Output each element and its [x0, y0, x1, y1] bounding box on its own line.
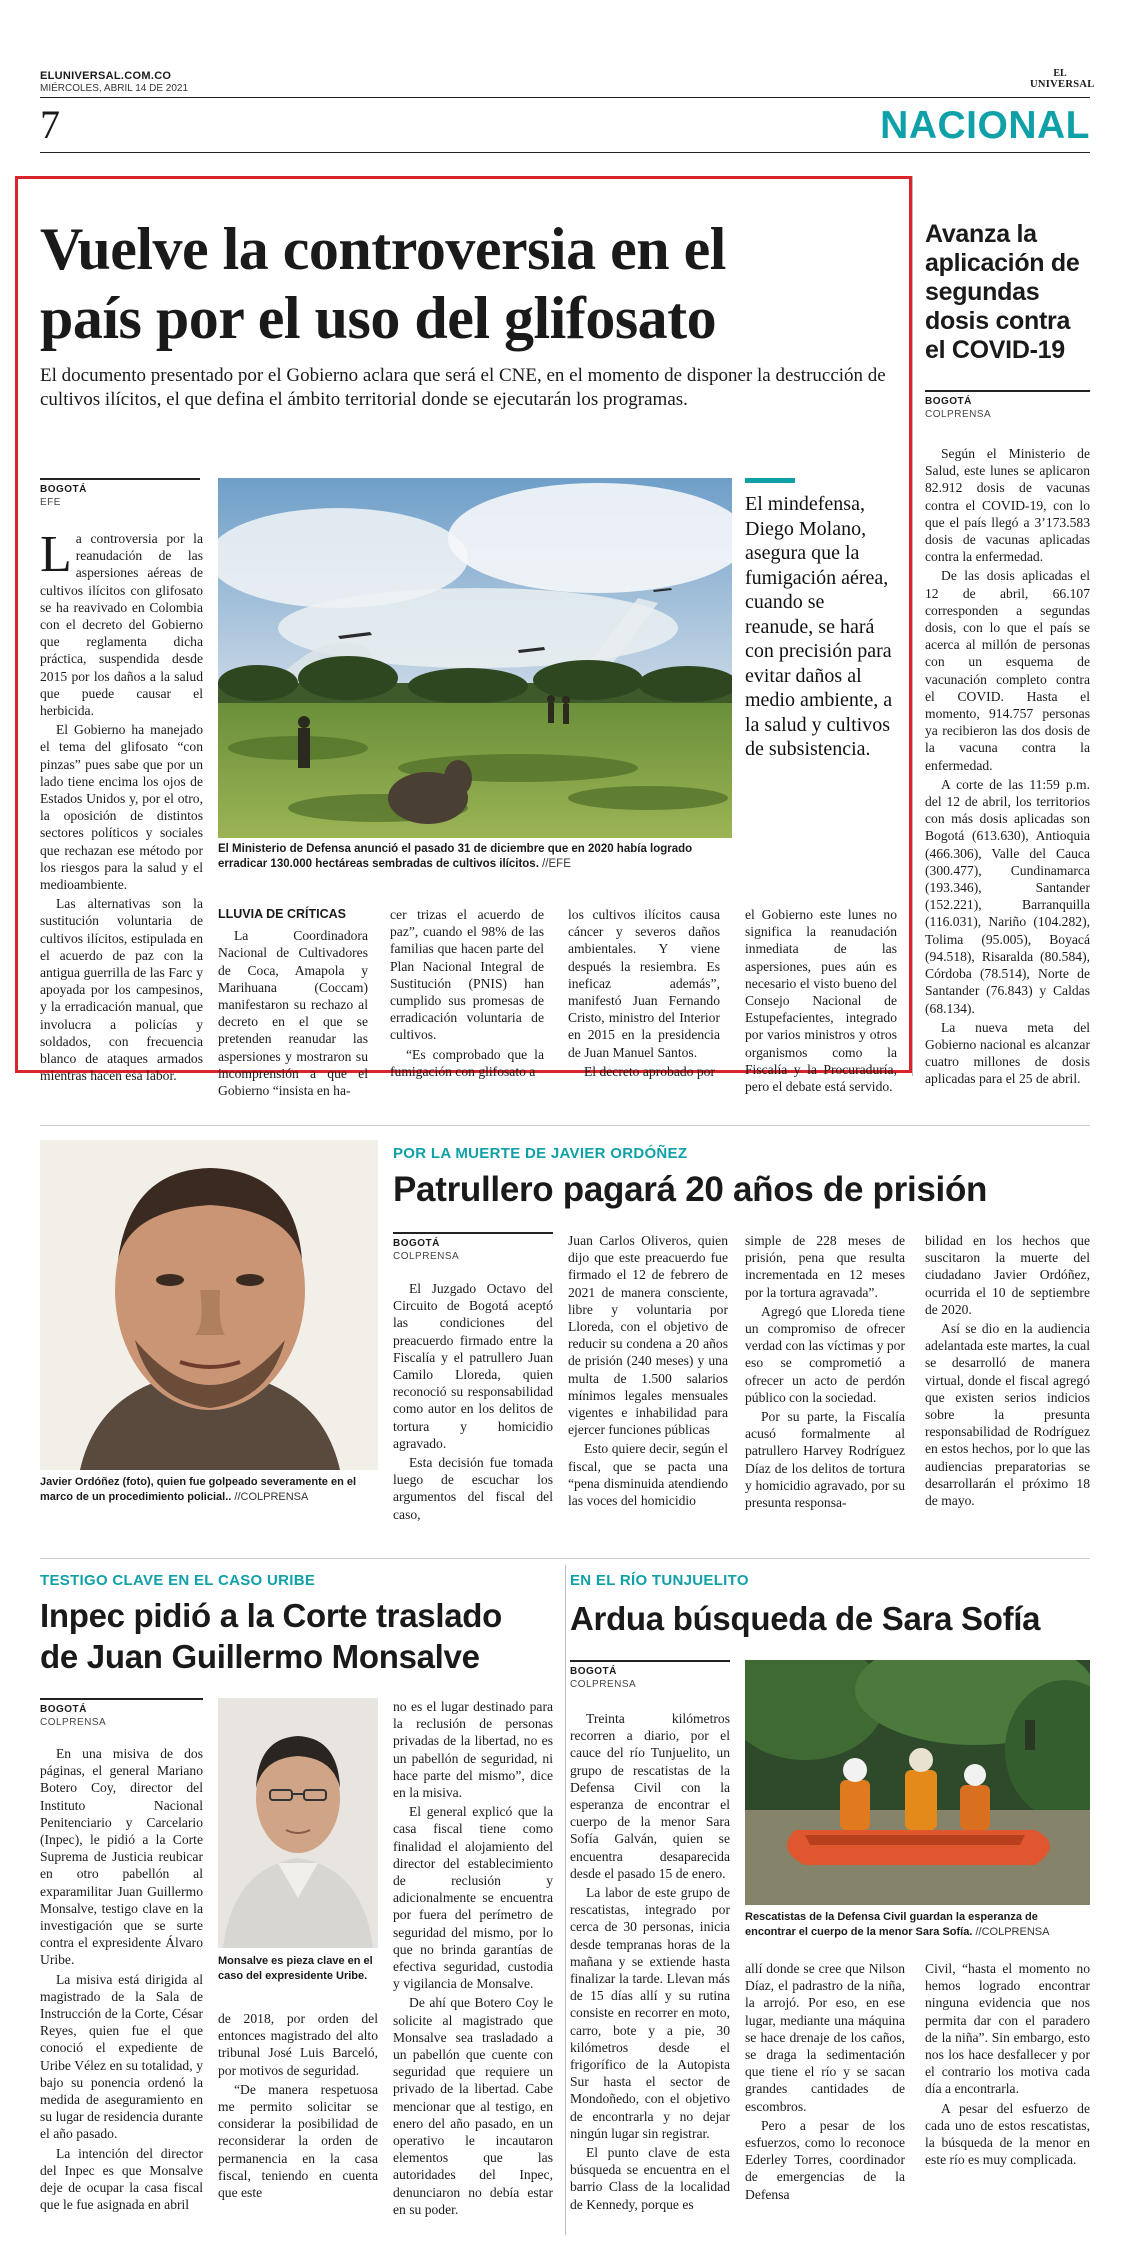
story4-byline — [570, 1660, 730, 1691]
story3-top-rule — [40, 1558, 1090, 1559]
lead-byline-city: BOGOTÁ — [40, 484, 87, 495]
lead-col3-p2: “Es comprobado que la fumigación con glifosato a — [390, 1046, 544, 1079]
story3-kicker: TESTIGO CLAVE EN EL CASO URIBE — [40, 1572, 316, 1589]
story2-byline-city: BOGOTÁ — [393, 1238, 440, 1249]
story3-col2-p2: “De manera respetuosa me permito solicitar se considerar la posibilidad de reconsiderar la orden de permanencia en la casa fiscal, teniendo en cuenta que este — [218, 2081, 378, 2201]
story4-byline-agency: COLPRENSA — [570, 1679, 637, 1690]
story2-byline-agency: COLPRENSA — [393, 1251, 460, 1262]
logo-line1: EL — [1053, 68, 1067, 79]
story3-headline-line1: Inpec pidió a la Corte traslado — [40, 1597, 502, 1634]
story2-col4-p2: Así se dio en la audiencia adelantada este martes, la cual se desarrolló de manera virtual, donde el fiscal agregó que existen serios indicios sobre la presunta responsabilidad de Rodríguez en estos hechos, por lo que las audiencias preparatorias se desarrollarán el próximo 18 de mayo. — [925, 1321, 1090, 1509]
story4-column-1 — [570, 1710, 730, 2215]
story2-col4-p1: bilidad en los hechos que suscitaron la muerte del ciudadano Javier Ordóñez, ocurrida el 10 de septiembre de 2020. — [925, 1233, 1090, 1317]
story4-headline: Ardua búsqueda de Sara Sofía — [570, 1600, 1041, 1637]
sidebar-p4: La nueva meta del Gobierno nacional es alcanzar cuatro millones de dosis aplicadas para el 25 de abril. — [925, 1019, 1090, 1087]
story4-col2-p1: allí donde se cree que Nilson Díaz, el padrastro de la niña, la arrojó. Por eso, en ese lugar, mediante una máquina se hace drenaje de los caños, se draga la sedimentación que tiene el río y se sacan grandes cantidades de escombros. — [745, 1961, 905, 2114]
logo-line2: UNIVERSAL — [1030, 79, 1095, 90]
lead-byline-agency: EFE — [40, 497, 61, 508]
story3-col1-p2: La misiva está dirigida al magistrado de la Sala de Instrucción de la Corte, César Reyes, quien fue el que conoció el expediente de Uribe Vélez en su totalidad, y bajo su ponencia ordenó la medida de aseguramiento en su lugar de residencia durante el año pasado. — [40, 1971, 203, 2142]
story2-byline — [393, 1232, 553, 1263]
story4-kicker: EN EL RÍO TUNJUELITO — [570, 1572, 749, 1589]
lead-headline-line2: país por el uso del glifosato — [40, 285, 717, 351]
story2-column-2 — [568, 1232, 728, 1511]
story3-byline-agency: COLPRENSA — [40, 1717, 107, 1728]
lead-dropcap: L — [40, 526, 72, 583]
lead-pull-quote: El mindefensa, Diego Molano, asegura que la fumigación aérea, cuando se reanude, se hará con precisión para evitar daños al medio ambiente, a la salud y cultivos de subsistencia. — [745, 493, 893, 760]
story3-col3-p1: no es el lugar destinado para la reclusión de personas privadas de la libertad, no es un pabellón de seguridad, ni hace parte del mismo”, dice en la misiva. — [393, 1699, 553, 1801]
story3-col2-p1: de 2018, por orden del entonces magistrado del alto tribunal José Luis Barceló, por motivos de seguridad. — [218, 2011, 378, 2078]
page-number: 7 — [40, 102, 60, 147]
lead-photo-fumigation-planes — [218, 478, 732, 838]
lead-col2-text: La Coordinadora Nacional de Cultivadores de Coca, Amapola y Marihuana (Coccam) manifestaron su rechazo al decreto en el que se pretenden reanudar las aspersiones y mostraron su incomprensión a que el Gobierno “insista en ha- — [218, 928, 368, 1099]
lead-photo-caption-text: El Ministerio de Defensa anunció el pasado 31 de diciembre que en 2020 había logrado erradicar 130.000 hectáreas sembradas de cultivos ilícitos. — [218, 843, 693, 870]
story2-photo-image — [40, 1140, 378, 1470]
story4-col1-p3: El punto clave de esta búsqueda se encuentra en el barrio Class de la localidad de Kennedy, porque es — [570, 2145, 730, 2212]
story2-photo-credit: //COLPRENSA — [234, 1491, 309, 1503]
story4-col3-p2: A pesar del esfuerzo de cada uno de estos rescatistas, la búsqueda de la menor en este río es muy complicada. — [925, 2100, 1090, 2168]
story3-byline — [40, 1698, 203, 1729]
story3-story4-divider — [565, 1565, 566, 2235]
lead-photo-caption — [218, 842, 732, 872]
story3-photo-monsalve — [218, 1698, 378, 1948]
lead-col4-p1: los cultivos ilícitos causa cáncer y severos daños ambientales. Y viene después la resiembra. Es ineficaz además”, manifestó Juan Fernando Cristo, ministro del Interior en 2015 en la presidencia de Juan Manuel Santos. — [568, 907, 720, 1060]
story3-column-2 — [218, 2010, 378, 2203]
story3-photo-caption: Monsalve es pieza clave en el caso del expresidente Uribe. — [218, 1955, 373, 1982]
story3-headline — [40, 1595, 560, 1677]
lead-col4-p2: El decreto aprobado por — [584, 1063, 715, 1079]
story4-col2-p2: Pero a pesar de los esfuerzos, como lo reconoce Ederley Torres, coordinador de emergencias de la Defensa — [745, 2117, 905, 2202]
lead-column-2 — [218, 906, 368, 1101]
story2-column-3 — [745, 1232, 905, 1513]
sidebar-byline-agency: COLPRENSA — [925, 409, 992, 420]
site-name: ELUNIVERSAL.COM.CO — [40, 70, 172, 82]
story3-col3-p3: De ahí que Botero Coy le solicite al magistrado que Monsalve sea trasladado a un pabellón que cuente con seguridad que requiere un privado de la libertad. Cabe mencionar que al testigo, en enero del año pasado, en un operativo le incautaron elementos que las autoridades del Inpec, denunciaron no debía estar en su poder. — [393, 1995, 553, 2217]
story4-photo-caption-text: Rescatistas de la Defensa Civil guardan la esperanza de encontrar el cuerpo de la menor Sara Sofía. — [745, 1911, 1038, 1938]
story2-col3-p1: simple de 228 meses de prisión, pena que resulta incrementada en 12 meses por la tortura agravada”. — [745, 1233, 905, 1300]
lead-column-3 — [390, 906, 544, 1082]
issue-date: MIÉRCOLES, ABRIL 14 DE 2021 — [40, 83, 189, 94]
story2-headline: Patrullero pagará 20 años de prisión — [393, 1170, 988, 1209]
sidebar-p2: De las dosis aplicadas el 12 de abril, 66.107 corresponden a segundas dosis, con lo que el país se acerca al millón de personas con un esquema de vacunación completo contra el COVID. Hasta el momento, 914.757 personas ya recibieron las dos dosis de la vacuna contra la enfermedad. — [925, 568, 1090, 773]
sidebar-byline-city: BOGOTÁ — [925, 396, 972, 407]
story3-col1-p3: La intención del director del Inpec es que Monsalve deje de ocupar la casa fiscal que le fue asignada en abril — [40, 2145, 203, 2213]
story3-col1-p1: En una misiva de dos páginas, el general Mariano Botero Coy, director del Instituto Nacional Penitenciario y Carcelario (Inpec), le pidió a la Corte Suprema de Justicia reubicar en otro pabellón al exparamilitar Juan Guillermo Monsalve, testigo clave en la investigación que se surte contra el expresidente Álvaro Uribe. — [40, 1746, 203, 1968]
lead-photo-credit: //EFE — [542, 858, 571, 870]
story2-kicker: POR LA MUERTE DE JAVIER ORDÓÑEZ — [393, 1145, 688, 1162]
story4-photo-image — [745, 1660, 1090, 1905]
lead-headline-line1: Vuelve la controversia en el — [40, 216, 726, 282]
sidebar-p1: Según el Ministerio de Salud, este lunes se aplicaron 82.912 dosis de vacunas contra el COVID-19, con lo que el país llegó a 3’173.583 dosis de vacunas aplicadas contra la enfermedad. — [925, 446, 1090, 565]
masthead-rule — [40, 97, 1090, 98]
story4-photo-rescue-boat — [745, 1660, 1090, 1905]
story2-col1-p2: Esta decisión fue tomada luego de escuchar los argumentos del fiscal del caso, — [393, 1455, 553, 1522]
story4-column-3 — [925, 1960, 1090, 2170]
lead-col1-p2: El Gobierno ha manejado el tema del glifosato “con pinzas” pues sabe que por un lado tiene encima los ojos de Estados Unidos y, por el otro, la oposición de distintos sectores políticos y sociales que rechazan ese método por los riesgos para la salud y el medioambiente. — [40, 722, 203, 893]
pull-quote-accent-bar — [745, 478, 795, 483]
story2-photo-caption-text: Javier Ordóñez (foto), quien fue golpeado severamente en el marco de un procedimiento policial.. — [40, 1476, 357, 1503]
section-rule — [40, 152, 1090, 153]
story2-photo-caption — [40, 1475, 378, 1505]
story2-col2-p2: Esto quiere decir, según el fiscal, que se pacta una “pena disminuida atendiendo las voces del homicidio — [568, 1441, 728, 1509]
sidebar-divider — [912, 176, 913, 1076]
story2-col3-p2: Agregó que Lloreda tiene un compromiso de ofrecer verdad con las víctimas y por eso se comprometió a ofrecer un acto de perdón público con la sociedad. — [745, 1303, 905, 1405]
lead-deck: El documento presentado por el Gobierno aclara que será el CNE, en el momento de disponer la destrucción de cultivos ilícitos, el que defina el ámbito territorial donde se ejecutarán los programas. — [40, 365, 886, 410]
story2-col1-p1: El Juzgado Octavo del Circuito de Bogotá aceptó las condiciones del preacuerdo firmado entre la Fiscalía y el patrullero Juan Camilo Lloreda, quien reconoció su responsabilidad como autor en los delitos de tortura y homicidio agravado. — [393, 1281, 553, 1451]
sidebar-p3: A corte de las 11:59 p.m. del 12 de abril, los territorios con más dosis aplicadas son Bogotá (613.630), Antioquia (466.306), Valle del Cauca (300.477), Cundinamarca (193.346), Santander (152.221), Barranquilla (116.031), Nariño (104.282), Tolima (95.005), Boyacá (94.518), Risaralda (80.584), Córdoba (78.514), Norte de Santander (76.843) y Caldas (68.134). — [925, 776, 1090, 1016]
section-name: NACIONAL — [880, 104, 1090, 147]
lead-photo-image — [218, 478, 732, 838]
lead-byline — [40, 478, 200, 509]
story4-photo-caption — [745, 1910, 1090, 1940]
story3-photo-image — [218, 1698, 378, 1948]
story3-column-1 — [40, 1745, 203, 2215]
lead-column-5 — [745, 906, 897, 1097]
lead-col3-p1: cer trizas el acuerdo de paz”, cuando el 98% de las familias que hacen parte del Plan Nacional Integral de Sustitución (PNIS) han cumplido sus promesas de erradicación voluntaria de cultivos. — [390, 907, 544, 1043]
story4-col1-p1: Treinta kilómetros recorren a diario, por el cauce del río Tunjuelito, un grupo de rescatistas de la Defensa Civil con la esperanza de encontrar el cuerpo de la menor Sara Sofía Galván, quien se encuentra desaparecida desde el pasado 15 de enero. — [570, 1711, 730, 1881]
lead-col5-text: el Gobierno este lunes no significa la reanudación inmediata de las aspersiones, pues aún es necesario el visto bueno del Consejo Nacional de Estupefacientes, integrado por varios ministros y otros organismos como la Fiscalía y la Procuraduría, pero el debate está servido. — [745, 907, 897, 1095]
story2-column-1 — [393, 1280, 553, 1525]
newspaper-logo — [1030, 68, 1095, 90]
lead-headline — [40, 215, 900, 353]
story2-col3-p3: Por su parte, la Fiscalía acusó formalmente al patrullero Harvey Rodríguez Díaz de los delitos de tortura y homicidio agravado, por su presunta responsa- — [745, 1409, 905, 1511]
story2-photo-javier-ordonez — [40, 1140, 378, 1470]
story3-headline-line2: de Juan Guillermo Monsalve — [40, 1638, 480, 1675]
lead-column-4 — [568, 906, 720, 1082]
story4-photo-credit: //COLPRENSA — [975, 1926, 1050, 1938]
story4-col3-p1: Civil, “hasta el momento no hemos logrado encontrar ninguna evidencia que nos permita dar con el paradero de la niña”. Sin embargo, esto nos los hace desfallecer y por el contrario los motiva cada día a encontrarla. — [925, 1961, 1090, 2097]
sidebar-body — [925, 445, 1090, 1090]
lead-col1-p1: a controversia por la reanudación de las aspersiones aéreas de cultivos ilícitos con glifosato se ha reavivado en Colombia con el decreto del Gobierno que reglamenta dicha práctica, suspendida desde 2015 por los daños a la salud que puede causar el herbicida. — [40, 531, 203, 719]
story4-byline-city: BOGOTÁ — [570, 1666, 617, 1677]
story2-col2-p1: Juan Carlos Oliveros, quien dijo que este preacuerdo fue firmado el 12 de febrero de 2021 de manera consciente, libre y voluntaria por Lloreda, con el objetivo de reducir su condena a 20 años de prisión (240 meses) y una multa de 1.500 salarios mínimos legales mensuales vigentes e inhabilidad para ejercer funciones públicas — [568, 1233, 728, 1438]
lead-subhead: LLUVIA DE CRÍTICAS — [218, 907, 347, 921]
story2-top-rule — [40, 1125, 1090, 1126]
story2-column-4 — [925, 1232, 1090, 1511]
lead-column-1 — [40, 526, 203, 1087]
sidebar-headline: Avanza la aplicación de segundas dosis contra el COVID-19 — [925, 220, 1080, 364]
story3-col3-p2: El general explicó que la casa fiscal tiene como finalidad el alojamiento del director del establecimiento de reclusión y adicionalmente se encuentra por fuera del perímetro de seguridad del mismo, por lo que no brinda garantías de efectiva seguridad, custodia y vigilancia de Monsalve. — [393, 1804, 553, 1992]
story3-byline-city: BOGOTÁ — [40, 1704, 87, 1715]
sidebar-byline — [925, 390, 1090, 421]
story4-col1-p2: La labor de este grupo de rescatistas, integrado por cerca de 30 personas, inicia desde tempranas horas de la mañana y se extiende hasta finalizar la tarde. Llevan más de 15 días allí y su rutina consiste en recorrer en moto, carro, bote y a pie, 30 kilómetros desde el frigorífico de la Autopista Sur hasta el sector de Mondoñedo, con el objetivo de encontrarla y no dejar ningún lugar sin registrar. — [570, 1885, 730, 2141]
story3-column-3 — [393, 1698, 553, 2220]
story4-column-2 — [745, 1960, 905, 2205]
lead-col1-p3: Las alternativas son la sustitución voluntaria de cultivos ilícitos, estipulada en el acuerdo de paz con la antigua guerrilla de las Farc y apoyada por los campesinos, y la erradicación manual, que involucra a policías y soldados, con frecuencia blanco de ataques armados mientras hacen esa labor. — [40, 896, 203, 1084]
